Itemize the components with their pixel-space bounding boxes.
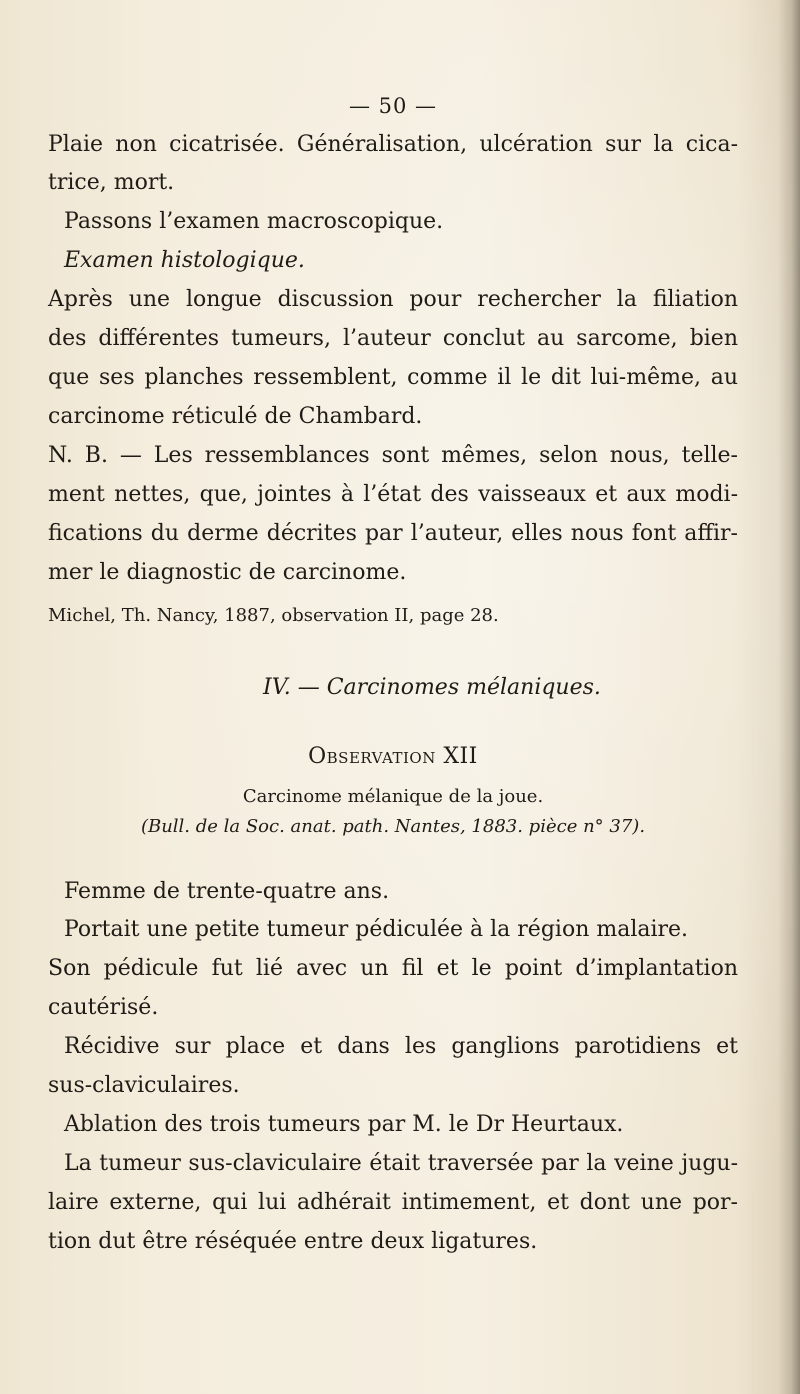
paragraph-line: que ses planches ressemblent, comme il le dit lui-même, au (48, 365, 738, 390)
page-edge-shadow (778, 0, 800, 1394)
observation-citation: (Bull. de la Soc. anat. path. Nantes, 1883. pièce n° 37). (140, 816, 646, 837)
case-line: laire externe, qui lui adhérait intimement, et dont une por- (48, 1190, 738, 1215)
paragraph-line: Plaie non cicatrisée. Généralisation, ulcération sur la cica- (48, 132, 738, 157)
case-line: tion dut être réséquée entre deux ligatures. (48, 1229, 538, 1254)
observation-subtitle: Carcinome mélanique de la joue. (242, 786, 544, 807)
section-heading: IV. — Carcinomes mélaniques. (263, 675, 601, 700)
paragraph-line: mer le diagnostic de carcinome. (48, 560, 407, 585)
paragraph-line: trice, mort. (48, 170, 175, 195)
paragraph-line: des différentes tumeurs, l’auteur conclut au sarcome, bien (48, 326, 738, 351)
case-line: Femme de trente-quatre ans. (64, 879, 390, 904)
case-line: Ablation des trois tumeurs par M. le Dr Heurtaux. (64, 1112, 624, 1137)
paragraph-line: Après une longue discussion pour rechercher la filiation (48, 287, 738, 312)
reference-line: Michel, Th. Nancy, 1887, observation II, page 28. (48, 605, 499, 626)
paragraph-line: carcinome réticulé de Chambard. (48, 404, 423, 429)
page-number: — 50 — (348, 94, 438, 118)
case-line: cautérisé. (48, 995, 159, 1020)
paragraph-line: Passons l’examen macroscopique. (64, 209, 444, 234)
case-line: Son pédicule fut lié avec un fil et le point d’implantation (48, 956, 738, 981)
observation-title: Observation XII (308, 744, 478, 769)
case-line: sus-claviculaires. (48, 1073, 240, 1098)
case-line: Portait une petite tumeur pédiculée à la région malaire. (64, 917, 689, 942)
paragraph-line: fications du derme décrites par l’auteur, elles nous font affir- (48, 521, 738, 546)
paragraph-line: ment nettes, que, jointes à l’état des vaisseaux et aux modi- (48, 482, 738, 507)
case-line: Récidive sur place et dans les ganglions parotidiens et (64, 1034, 738, 1059)
paragraph-line: N. B. — Les ressemblances sont mêmes, selon nous, telle- (48, 443, 738, 468)
subheading-examen-histologique: Examen histologique. (64, 248, 305, 273)
case-line: La tumeur sus-claviculaire était traversée par la veine jugu- (64, 1151, 738, 1176)
